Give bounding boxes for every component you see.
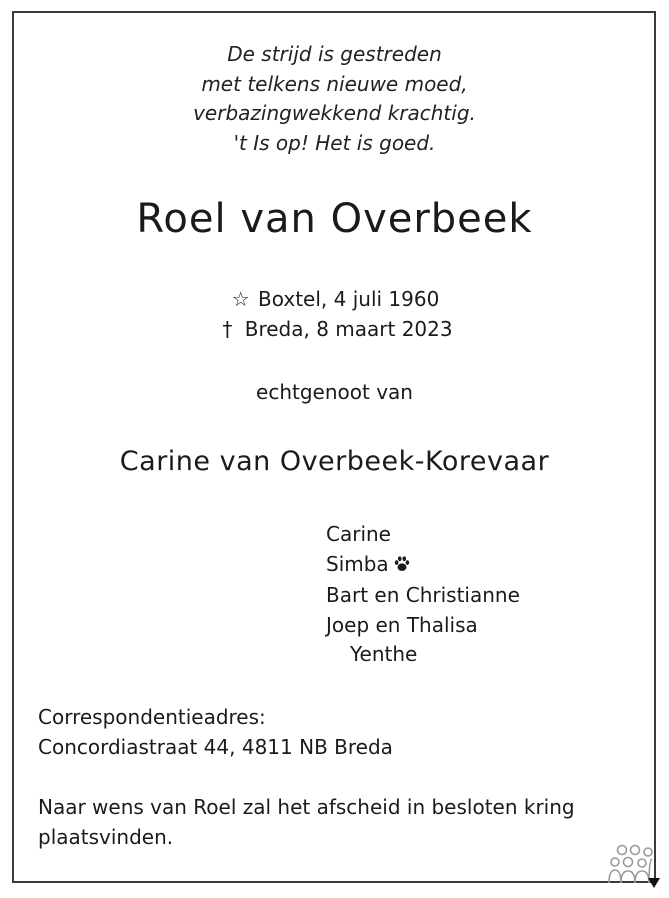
funeral-note: Naar wens van Roel zal het afscheid in besloten kring plaatsvinden. — [38, 795, 575, 849]
correspondence-label: Correspondentieadres: — [38, 705, 266, 729]
family-list — [326, 520, 520, 670]
poem-line: verbazingwekkend krachtig. — [193, 101, 476, 125]
death-line — [0, 314, 669, 344]
family-member — [326, 581, 520, 611]
poem-line: met telkens nieuwe moed, — [201, 71, 468, 96]
birth-star-icon: ☆ — [231, 287, 250, 311]
family-member — [326, 520, 520, 550]
correspondence-address — [38, 702, 393, 762]
deceased-name: Roel van Overbeek — [136, 196, 533, 242]
poem — [0, 40, 669, 158]
birth-line — [0, 284, 669, 314]
family-member-name: Yenthe — [350, 642, 418, 666]
poem-line: 't Is op! Het is goed. — [233, 130, 436, 155]
death-text: Breda, 8 maart 2023 — [244, 317, 453, 341]
correspondence-street: Concordiastraat 44, 4811 NB Breda — [38, 735, 393, 759]
poem-line: De strijd is gestreden — [227, 42, 442, 66]
family-member-name: Carine — [326, 522, 391, 546]
family-member-name: Bart en Christianne — [326, 583, 520, 607]
family-member-name: Joep en Thalisa — [326, 612, 478, 637]
spouse-name: Carine van Overbeek-Korevaar — [119, 446, 550, 477]
life-dates — [0, 284, 669, 344]
family-member — [326, 640, 520, 670]
spouse-intro: echtgenoot van — [256, 380, 413, 404]
family-member-name: Simba — [326, 551, 389, 576]
paw-icon — [393, 552, 411, 582]
down-arrow-icon[interactable] — [648, 878, 660, 888]
death-cross-icon: † — [222, 317, 233, 341]
family-member — [326, 611, 520, 641]
family-member — [326, 550, 520, 582]
birth-text: Boxtel, 4 juli 1960 — [258, 287, 440, 311]
